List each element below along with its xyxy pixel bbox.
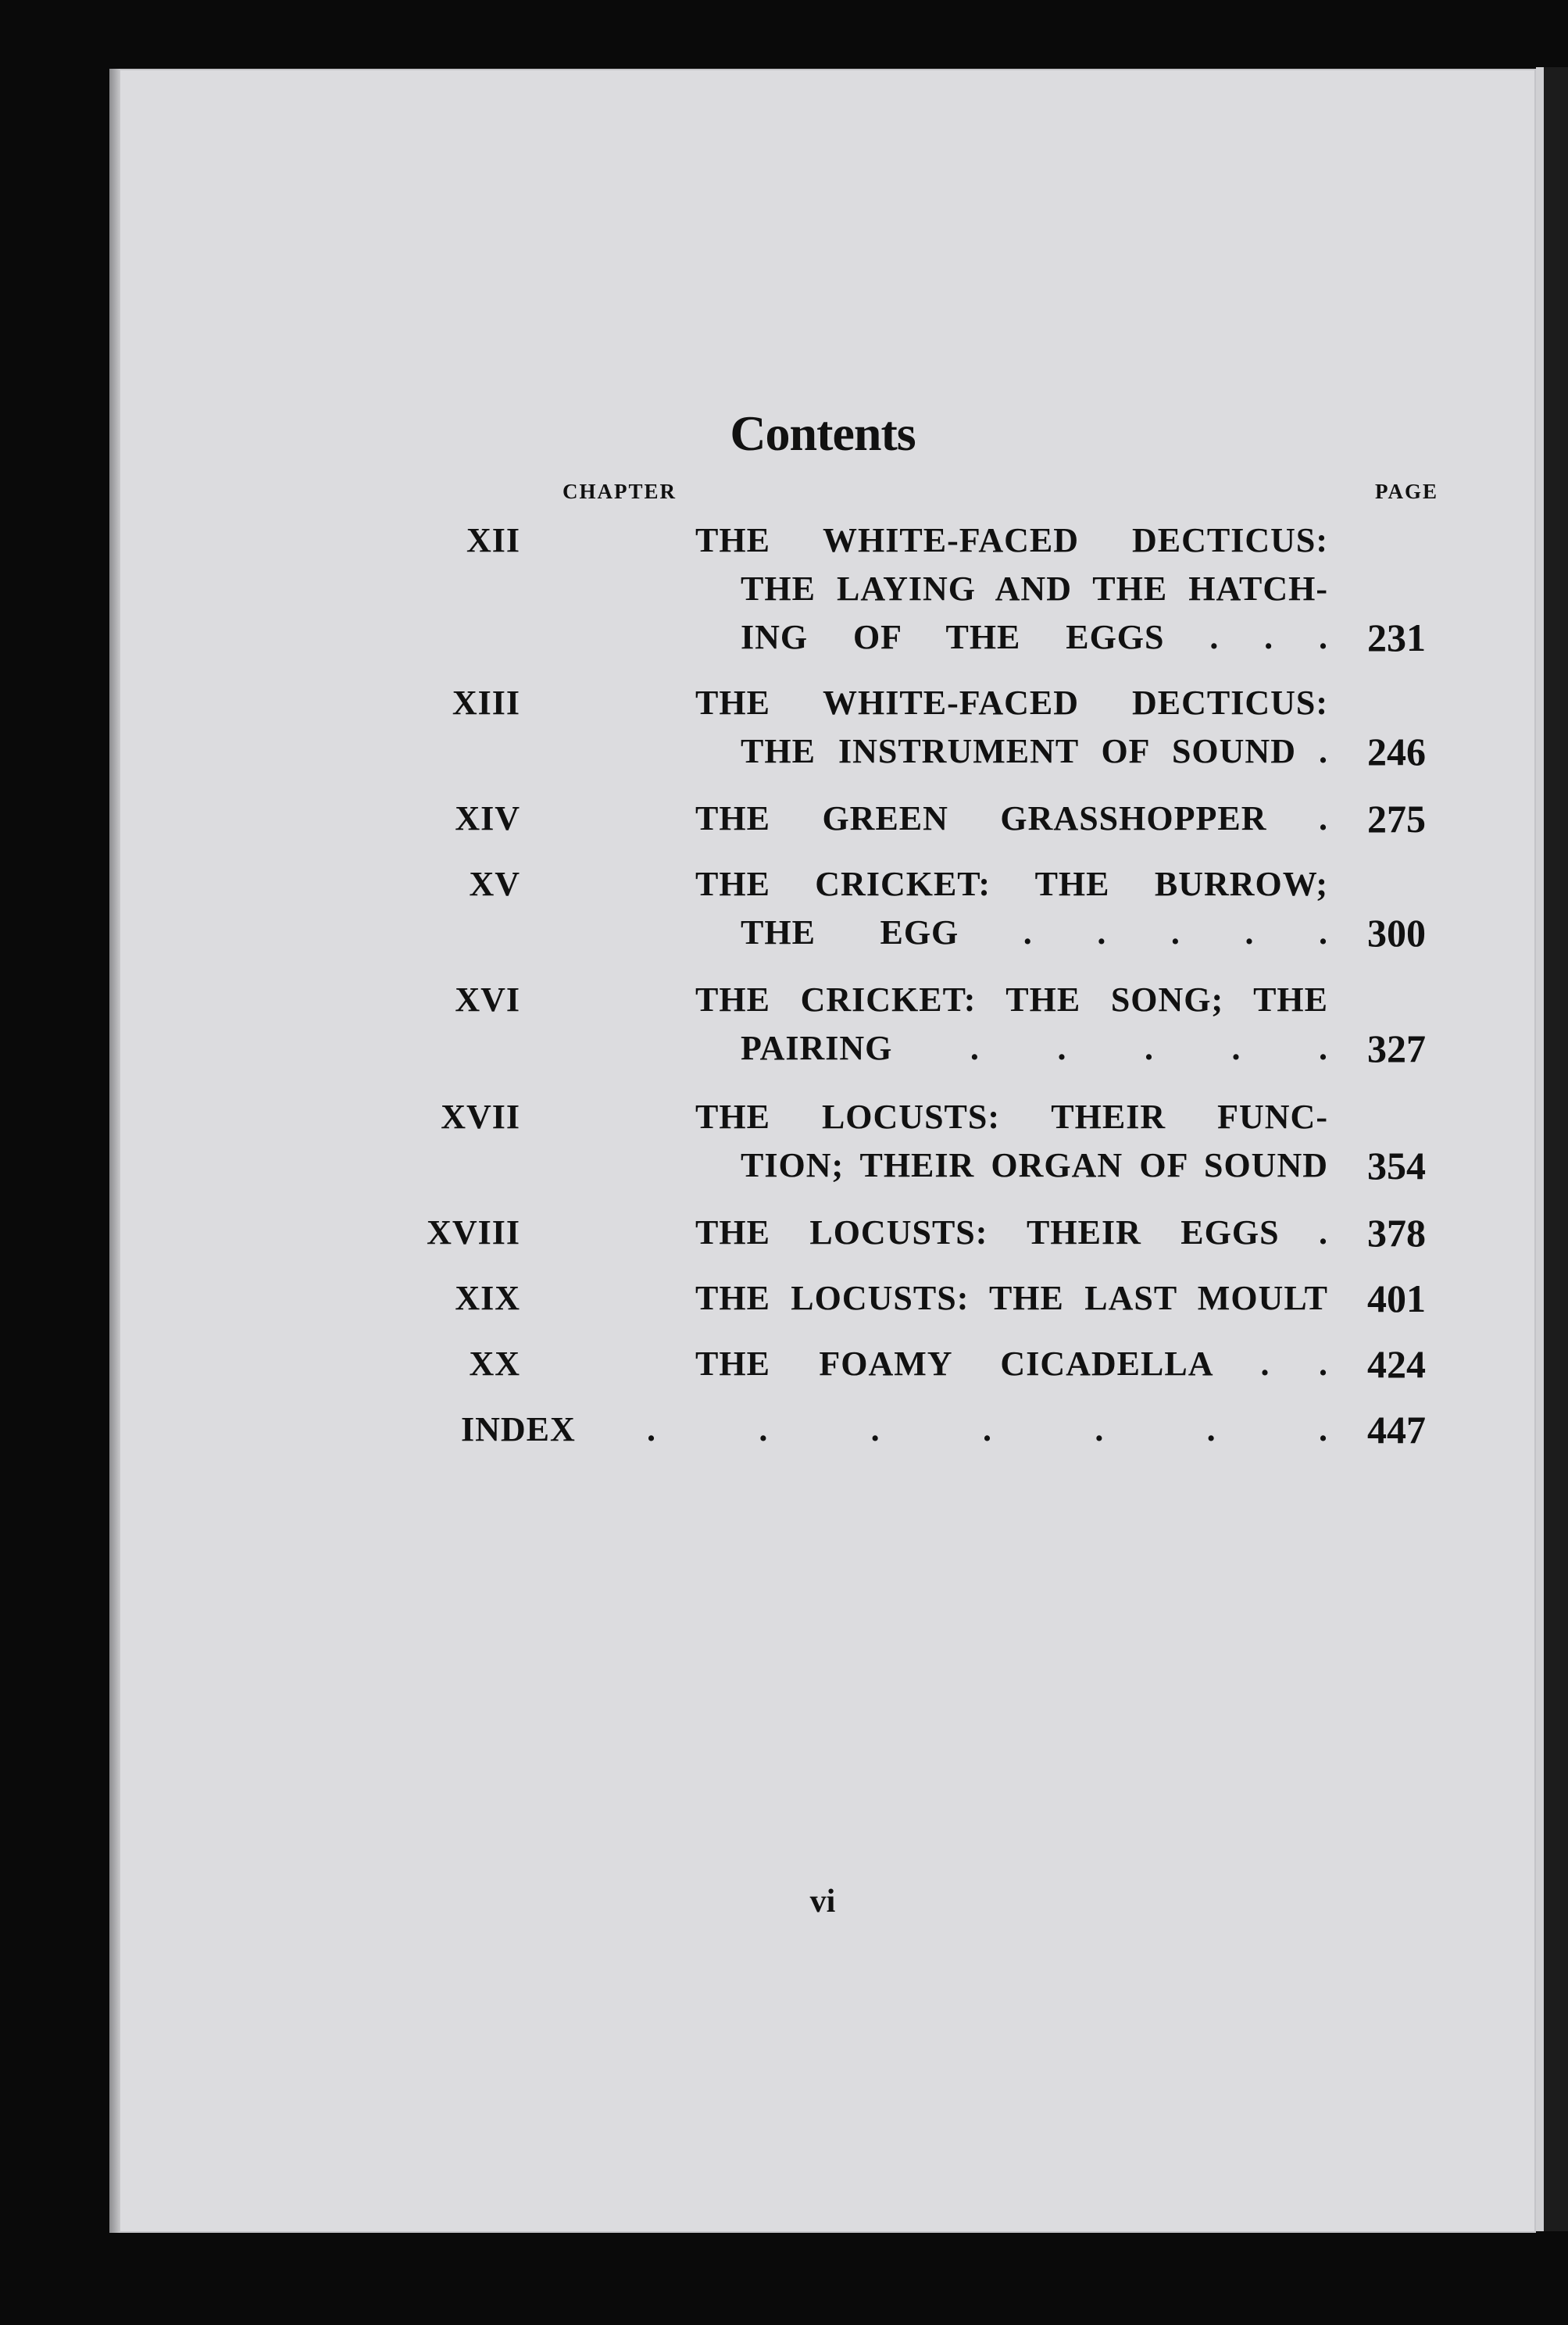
page-number: 231 [1367,616,1426,659]
entry-title-line: THE LAYING AND THE HATCH- [741,570,1328,608]
book-page [109,69,1536,2233]
entry-title-line: THE CRICKET: THE BURROW; [695,865,1328,903]
chapter-number: XV [469,865,520,903]
page-number: 300 [1367,911,1426,955]
entry-title-line: THE WHITE-FACED DECTICUS: [695,684,1328,722]
chapter-number: XIII [452,684,520,722]
page-number: 447 [1367,1408,1426,1452]
chapter-number: XVII [441,1098,520,1136]
page-number: 354 [1367,1144,1426,1188]
entry-title-line: THE FOAMY CICADELLA . . [695,1345,1328,1383]
index-label: INDEX [461,1410,576,1448]
leader-dots: . . . . . . . [647,1410,1328,1448]
entry-title-line: THE LOCUSTS: THEIR EGGS . [695,1213,1328,1252]
book-spine-edge [1536,67,1568,2231]
entry-title-line: ING OF THE EGGS . . . [741,618,1328,656]
entry-title-line: TION; THEIR ORGAN OF SOUND [741,1146,1328,1184]
entry-title-line: THE LOCUSTS: THEIR FUNC- [695,1098,1328,1136]
page-title: Contents [730,405,916,461]
page-number: 327 [1367,1027,1426,1070]
page-number: 275 [1367,797,1426,841]
entry-title-line: THE CRICKET: THE SONG; THE [695,980,1328,1019]
chapter-column-header: CHAPTER [563,480,677,503]
chapter-number: XII [466,521,520,559]
page-number: 246 [1367,730,1426,773]
entry-title-line: PAIRING . . . . . [741,1029,1328,1067]
entry-title-line: THE INSTRUMENT OF SOUND . [741,732,1328,770]
chapter-number: XVIII [427,1213,520,1252]
page-number: 424 [1367,1342,1426,1386]
entry-title-line: THE WHITE-FACED DECTICUS: [695,521,1328,559]
chapter-number: XIV [455,799,520,838]
page-number: 378 [1367,1211,1426,1255]
chapter-number: XX [469,1345,520,1383]
entry-title-line: THE EGG . . . . . [741,913,1328,952]
page-column-header: PAGE [1375,480,1438,503]
entry-title-line: THE GREEN GRASSHOPPER . [695,799,1328,838]
page-number: 401 [1367,1277,1426,1320]
page-folio: vi [809,1884,836,1920]
chapter-number: XVI [455,980,520,1019]
chapter-number: XIX [455,1279,520,1317]
entry-title-line: THE LOCUSTS: THE LAST MOULT [695,1279,1328,1317]
